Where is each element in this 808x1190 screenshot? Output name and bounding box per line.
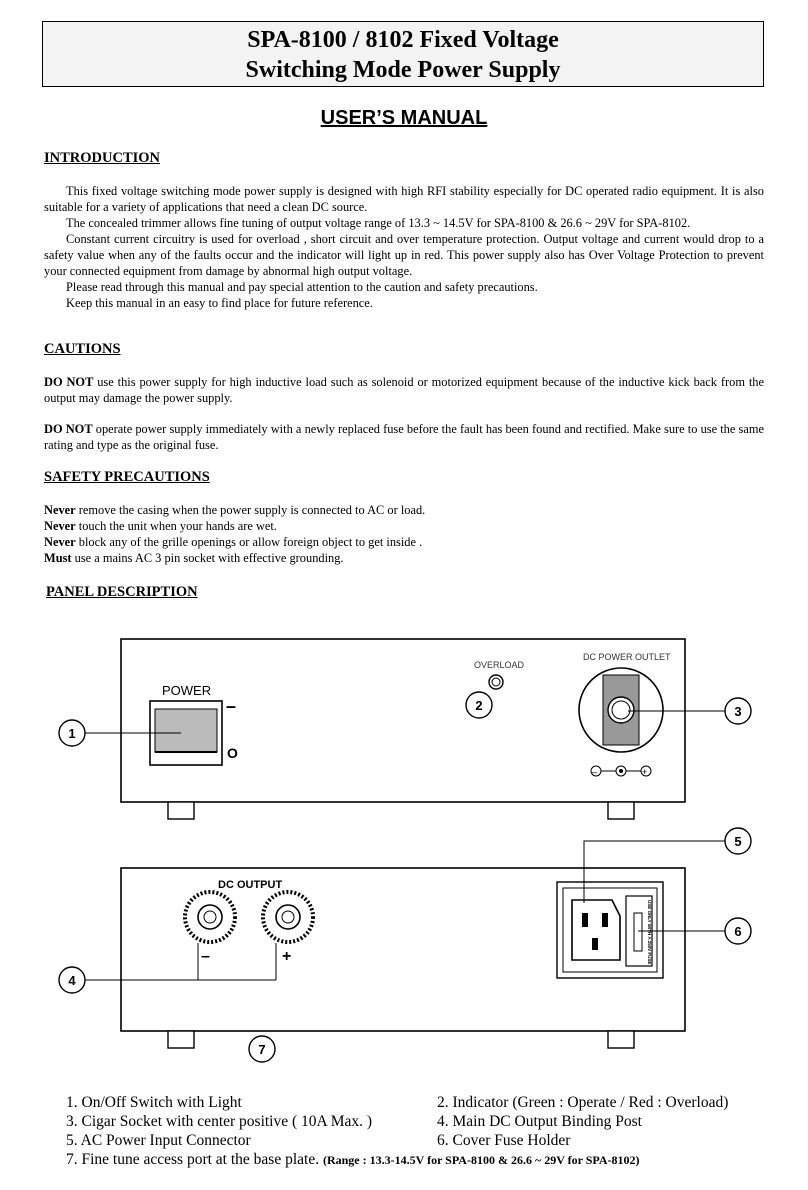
safety-item-3-text: block any of the grille openings or allow foreign object to get inside . — [75, 535, 423, 549]
legend-item-1: 1. On/Off Switch with Light — [66, 1094, 242, 1111]
front-foot-right — [608, 802, 634, 819]
legend-item-5: 5. AC Power Input Connector — [66, 1132, 251, 1149]
svg-text:7: 7 — [258, 1042, 266, 1057]
svg-text:3: 3 — [734, 704, 742, 719]
manual-heading: USER’S MANUAL — [320, 107, 488, 129]
front-foot-left — [168, 802, 194, 819]
caution-1 — [44, 374, 764, 406]
cautions-heading: CAUTIONS — [44, 341, 121, 357]
power-label: POWER — [162, 683, 212, 698]
intro-paragraph-3: Constant current circuitry is used for overload , short circuit and over temperature protection. Output voltage and current would drop to a safety value when any of the faults occur and the indicator will light up in red. This power supply also has Over Voltage Protection to prevent your connected equipment from damage by abnormal high output voltage. — [44, 232, 764, 278]
switch-on-mark: – — [226, 696, 237, 716]
svg-text:4: 4 — [68, 973, 76, 988]
introduction-body — [44, 183, 764, 311]
rear-foot-right — [608, 1031, 634, 1048]
title-box — [42, 21, 764, 87]
introduction-heading: INTRODUCTION — [44, 150, 161, 166]
legend-item-2: 2. Indicator (Green : Operate / Red : Overload) — [437, 1094, 729, 1111]
rear-plus-label: + — [282, 948, 292, 965]
title-line-2: Switching Mode Power Supply — [245, 57, 561, 83]
safety-item-2 — [44, 518, 764, 534]
power-switch-rocker[interactable] — [155, 709, 217, 752]
polarity-minus: – — [592, 767, 598, 777]
panel-heading: PANEL DESCRIPTION — [46, 584, 198, 600]
legend-item-7-note: (Range : 13.3-14.5V for SPA-8100 & 26.6 ~ 29V for SPA-8102) — [322, 1153, 640, 1167]
ac-power-connector[interactable] — [572, 900, 620, 960]
caution-2-bold: DO NOT — [44, 422, 93, 436]
legend-item-7-text: 7. Fine tune access port at the base plate. — [66, 1151, 320, 1168]
safety-heading: SAFETY PRECAUTIONS — [44, 469, 210, 485]
caution-1-text: use this power supply for high inductive load such as solenoid or motorized equipment because of the inductive kick back from the output may damage the power supply. — [44, 375, 764, 405]
switch-off-mark: O — [227, 745, 238, 761]
safety-item-1-text: remove the casing when the power supply is connected to AC or load. — [75, 503, 426, 517]
safety-item-1-bold: Never — [44, 503, 76, 517]
safety-item-4-bold: Must — [44, 551, 72, 565]
intro-paragraph-2: The concealed trimmer allows fine tuning of output voltage range of 13.3 ~ 14.5V for SPA-8100 & 26.6 ~ 29V for SPA-8102. — [66, 216, 691, 230]
callout-7 — [249, 1036, 275, 1062]
svg-text:2: 2 — [475, 698, 483, 713]
caution-2-text: operate power supply immediately with a newly replaced fuse before the fault has been found and rectified. Make sure to use the same rating and type as the original fuse. — [44, 422, 764, 452]
safety-item-4-text: use a mains AC 3 pin socket with effective grounding. — [71, 551, 344, 565]
caution-2 — [44, 421, 764, 453]
rear-panel — [121, 868, 685, 1048]
safety-item-2-bold: Never — [44, 519, 76, 533]
safety-item-2-text: touch the unit when your hands are wet. — [75, 519, 277, 533]
intro-paragraph-5: Keep this manual in an easy to find place for future reference. — [66, 296, 373, 310]
svg-text:5: 5 — [734, 834, 742, 849]
overload-label: OVERLOAD — [474, 660, 525, 670]
safety-item-3-bold: Never — [44, 535, 76, 549]
safety-list — [44, 502, 764, 566]
callout-2 — [466, 692, 492, 718]
svg-text:1: 1 — [68, 726, 76, 741]
legend-item-4: 4. Main DC Output Binding Post — [437, 1113, 642, 1130]
title-line-1: SPA-8100 / 8102 Fixed Voltage — [247, 27, 559, 53]
fuse-warning-text: USE ONLY WITH A 250V FUSE — [647, 900, 652, 965]
safety-item-1 — [44, 502, 764, 518]
intro-paragraph-4: Please read through this manual and pay special attention to the caution and safety precautions. — [66, 280, 538, 294]
caution-1-bold: DO NOT — [44, 375, 94, 389]
legend-item-3: 3. Cigar Socket with center positive ( 10A Max. ) — [66, 1113, 373, 1130]
panel-diagram — [0, 620, 808, 1080]
intro-paragraph-1: This fixed voltage switching mode power supply is designed with high RFI stability especially for DC operated radio equipment. It is also suitable for a variety of applications that need a clean DC source. — [44, 184, 764, 214]
front-panel — [121, 639, 685, 819]
safety-item-3 — [44, 534, 764, 550]
safety-item-4 — [44, 550, 764, 566]
dc-output-label: DC OUTPUT — [218, 879, 283, 891]
legend-item-6: 6. Cover Fuse Holder — [437, 1132, 571, 1149]
polarity-plus: + — [642, 767, 648, 777]
rear-minus-label: – — [201, 948, 210, 965]
dc-outlet-label: DC POWER OUTLET — [583, 652, 671, 662]
legend-item-7 — [66, 1150, 640, 1170]
rear-foot-left — [168, 1031, 194, 1048]
svg-text:6: 6 — [734, 924, 742, 939]
